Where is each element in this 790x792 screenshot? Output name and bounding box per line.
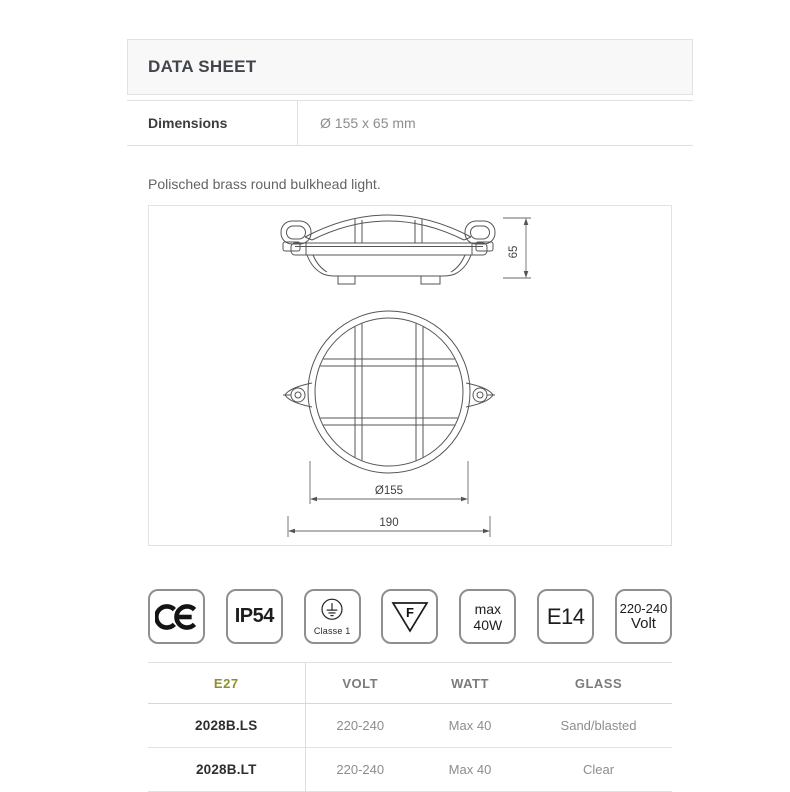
watt-value: Max 40 [448, 718, 492, 733]
f-mark-label: F [406, 604, 414, 620]
cert-voltage-badge [615, 589, 672, 644]
product-description: Polisched brass round bulkhead light. [148, 176, 381, 192]
dimensions-value: Ø 155 x 65 mm [297, 101, 693, 145]
technical-drawing-panel [148, 205, 672, 546]
datasheet-page [127, 39, 693, 792]
ip-rating-label: IP54 [234, 605, 274, 627]
page-title: DATA SHEET [148, 57, 257, 76]
glass-value: Sand/blasted [560, 718, 637, 733]
cert-ce-badge [148, 589, 205, 644]
cert-lamp-base-badge [537, 589, 594, 644]
max-wattage-line2: 40W [473, 616, 503, 633]
voltage-range-label: 220-240 [619, 601, 668, 616]
spec-table-row [148, 704, 672, 748]
technical-drawing [149, 206, 671, 543]
spec-header-volt: VOLT [305, 663, 415, 704]
volt-value: 220-240 [336, 718, 385, 733]
volt-value: 220-240 [336, 762, 385, 777]
max-wattage-line1: max [474, 600, 502, 617]
f-triangle-icon [390, 600, 430, 634]
voltage-unit-label: Volt [630, 615, 656, 632]
spec-header-socket: E27 [148, 663, 305, 704]
sheet-body [127, 176, 693, 792]
spec-header-watt: WATT [415, 663, 525, 704]
diameter-dimension [310, 461, 468, 504]
earth-ground-icon [317, 597, 347, 625]
spec-table-row [148, 748, 672, 792]
spec-table-header-row [148, 663, 672, 704]
model-code: 2028B.LT [148, 748, 305, 792]
spec-table [148, 662, 672, 792]
lamp-base-label: E14 [546, 603, 585, 629]
watt-value: Max 40 [448, 762, 492, 777]
dimensions-label: Dimensions [148, 115, 228, 131]
front-view-drawing [283, 306, 495, 478]
glass-value: Clear [582, 762, 615, 777]
model-code: 2028B.LS [148, 704, 305, 748]
cert-max-wattage-badge [459, 589, 516, 644]
dimension-label-height: 65 [508, 245, 520, 259]
ce-mark-icon [155, 602, 199, 632]
cert-ip54-badge [226, 589, 283, 644]
dimension-label-overall-width: 190 [379, 517, 399, 529]
dimensions-row [127, 100, 693, 146]
side-view-drawing [281, 215, 495, 284]
spec-header-glass: GLASS [525, 663, 672, 704]
cert-classe1-badge [304, 589, 361, 644]
dimension-label-diameter: Ø155 [374, 485, 404, 497]
datasheet-header [127, 39, 693, 95]
cert-f-mark-badge [381, 589, 438, 644]
certification-icons-row [148, 589, 672, 644]
insulation-class-label: Classe 1 [313, 626, 351, 636]
